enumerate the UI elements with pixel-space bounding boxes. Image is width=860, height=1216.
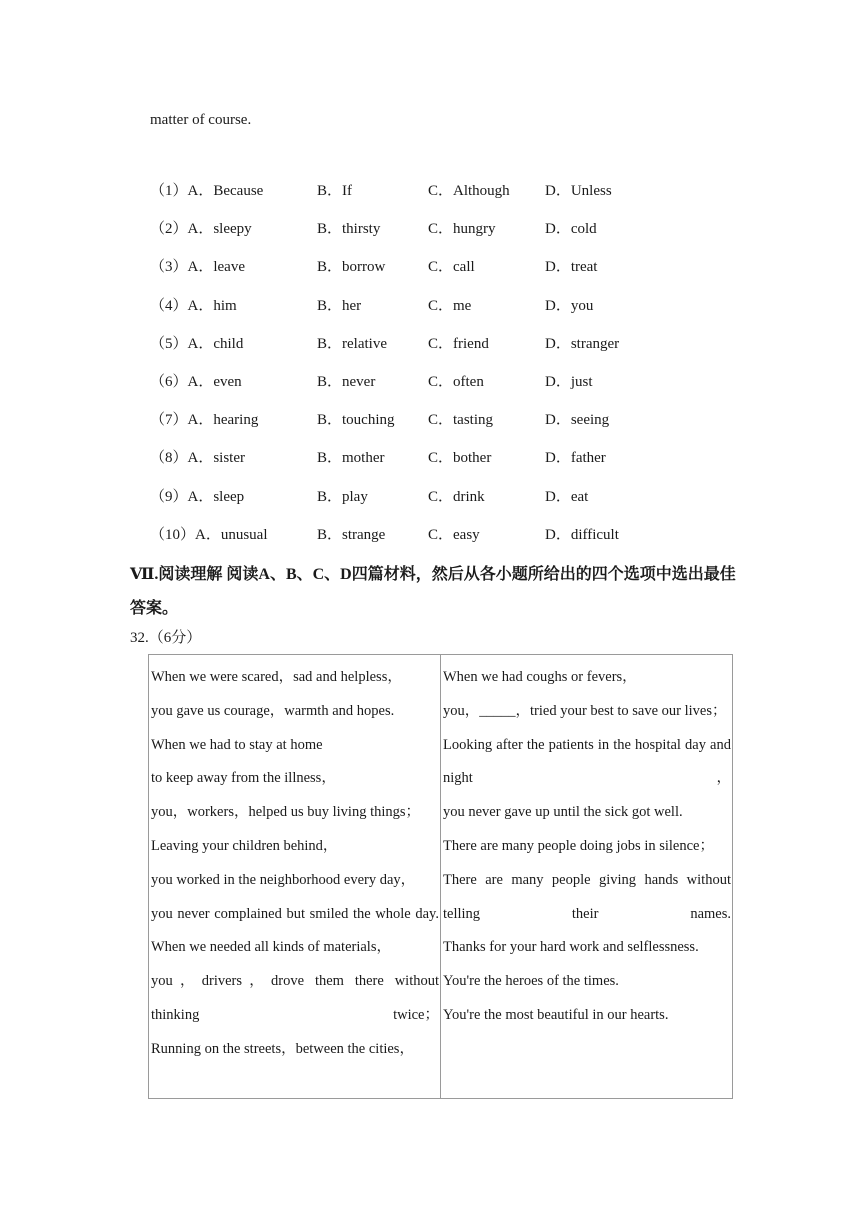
option-c: C．easy — [428, 526, 480, 543]
option-a — [150, 218, 252, 240]
option-row — [150, 371, 750, 409]
poem-line: Thanks for your hard work and selflessness. — [443, 939, 699, 956]
option-b: B．strange — [317, 526, 386, 543]
option-a — [150, 256, 245, 278]
option-number: （5）A． — [150, 335, 214, 352]
poem-line: Leaving your children behind， — [151, 837, 338, 854]
option-c: C．tasting — [428, 412, 494, 429]
option-b: B．thirsty — [317, 221, 381, 238]
poem-line: you never complained but smiled the whole day. — [151, 905, 439, 922]
option-a — [150, 371, 242, 393]
poem-right-column — [441, 655, 733, 1099]
option-c: C．often — [428, 373, 484, 390]
option-c: C．call — [428, 259, 475, 276]
option-row — [150, 218, 750, 256]
option-number: （4）A． — [150, 297, 214, 314]
option-row — [150, 524, 750, 562]
option-d: D．father — [545, 450, 606, 467]
poem-line: You're the most beautiful in our hearts. — [443, 1006, 669, 1023]
option-a-text: sleepy — [213, 221, 252, 238]
option-c: C．Although — [428, 183, 510, 199]
option-d: D．treat — [545, 259, 598, 276]
option-d: D．seeing — [545, 412, 610, 429]
poem-line: you，drivers，drove them there without thinking twice； — [151, 973, 439, 1023]
option-row — [150, 486, 750, 524]
option-number: （2）A． — [150, 221, 214, 238]
option-a-text: even — [213, 373, 242, 390]
option-d: D．just — [545, 373, 593, 390]
option-b: B．her — [317, 297, 362, 314]
option-c: C．hungry — [428, 221, 496, 238]
poem-line: Looking after the patients in the hospital day and night， — [443, 736, 731, 787]
option-c: C．friend — [428, 335, 489, 352]
option-row — [150, 447, 750, 485]
poem-line: When we were scared，sad and helpless， — [151, 669, 402, 685]
poem-line: you worked in the neighborhood every day， — [151, 871, 416, 888]
option-d: D．eat — [545, 488, 589, 505]
poem-line: you，workers，helped us buy living things； — [151, 804, 421, 821]
option-a — [150, 447, 245, 469]
poem-line: you，_____，tried your best to save our lives； — [443, 702, 727, 719]
option-a-text: him — [213, 297, 237, 314]
option-row — [150, 295, 750, 333]
option-a — [150, 333, 243, 355]
poem-line: you gave us courage，warmth and hopes. — [151, 702, 395, 719]
option-a-text: Because — [213, 183, 264, 199]
option-a-text: child — [213, 335, 244, 352]
option-b: B．borrow — [317, 259, 386, 276]
option-d: D．difficult — [545, 526, 619, 543]
option-a — [150, 486, 244, 508]
poem-line: You're the heroes of the times. — [443, 973, 619, 990]
option-d: D．stranger — [545, 335, 620, 352]
poem-line: When we needed all kinds of materials， — [151, 939, 391, 956]
option-number: （10）A． — [150, 526, 221, 543]
poem-line: When we had to stay at home — [151, 736, 323, 753]
poem-line: to keep away from the illness， — [151, 770, 336, 787]
option-b: B．mother — [317, 450, 385, 467]
option-c: C．bother — [428, 450, 492, 467]
option-row — [150, 180, 750, 218]
question-number: 32.（6分） — [130, 630, 202, 646]
option-a-text: sleep — [213, 488, 245, 505]
option-number: （6）A． — [150, 373, 214, 390]
option-a — [150, 180, 263, 202]
option-a — [150, 409, 258, 431]
poem-line: There are many people giving hands without telling their names. — [443, 871, 731, 922]
option-a — [150, 524, 268, 546]
option-number: （9）A． — [150, 488, 214, 505]
option-c: C．me — [428, 297, 472, 314]
poem-line: There are many people doing jobs in silence； — [443, 837, 714, 854]
option-number: （8）A． — [150, 450, 214, 467]
option-b: B．play — [317, 488, 368, 505]
poem-left-column — [149, 655, 441, 1099]
option-row — [150, 256, 750, 294]
option-d: D．cold — [545, 221, 597, 238]
option-c: C．drink — [428, 488, 485, 505]
option-b: B．never — [317, 373, 376, 390]
poem-line: Running on the streets，between the cities， — [151, 1040, 414, 1057]
option-b: B．touching — [317, 412, 395, 429]
option-number: （7）A． — [150, 412, 214, 429]
option-number: （3）A． — [150, 259, 214, 276]
poem-line: When we had coughs or fevers， — [443, 669, 637, 685]
answer-options-list — [150, 180, 750, 562]
option-d: D．Unless — [545, 183, 612, 199]
option-a-text: unusual — [220, 526, 268, 543]
option-d: D．you — [545, 297, 594, 314]
option-a-text: sister — [213, 450, 246, 467]
option-row — [150, 333, 750, 371]
option-a-text: leave — [213, 259, 245, 276]
option-b: B．relative — [317, 335, 387, 352]
option-number: （1）A． — [150, 183, 214, 199]
poem-table — [148, 654, 733, 1099]
option-b: B．If — [317, 183, 352, 199]
option-a — [150, 295, 237, 317]
option-a-text: hearing — [213, 412, 259, 429]
option-row — [150, 409, 750, 447]
section-heading: Ⅶ.阅读理解 阅读A、B、C、D四篇材料，然后从各小题所给出的四个选项中选出最佳答案。 — [130, 566, 736, 617]
passage-continuation: matter of course. — [150, 112, 252, 128]
poem-line: you never gave up until the sick got well. — [443, 804, 683, 821]
